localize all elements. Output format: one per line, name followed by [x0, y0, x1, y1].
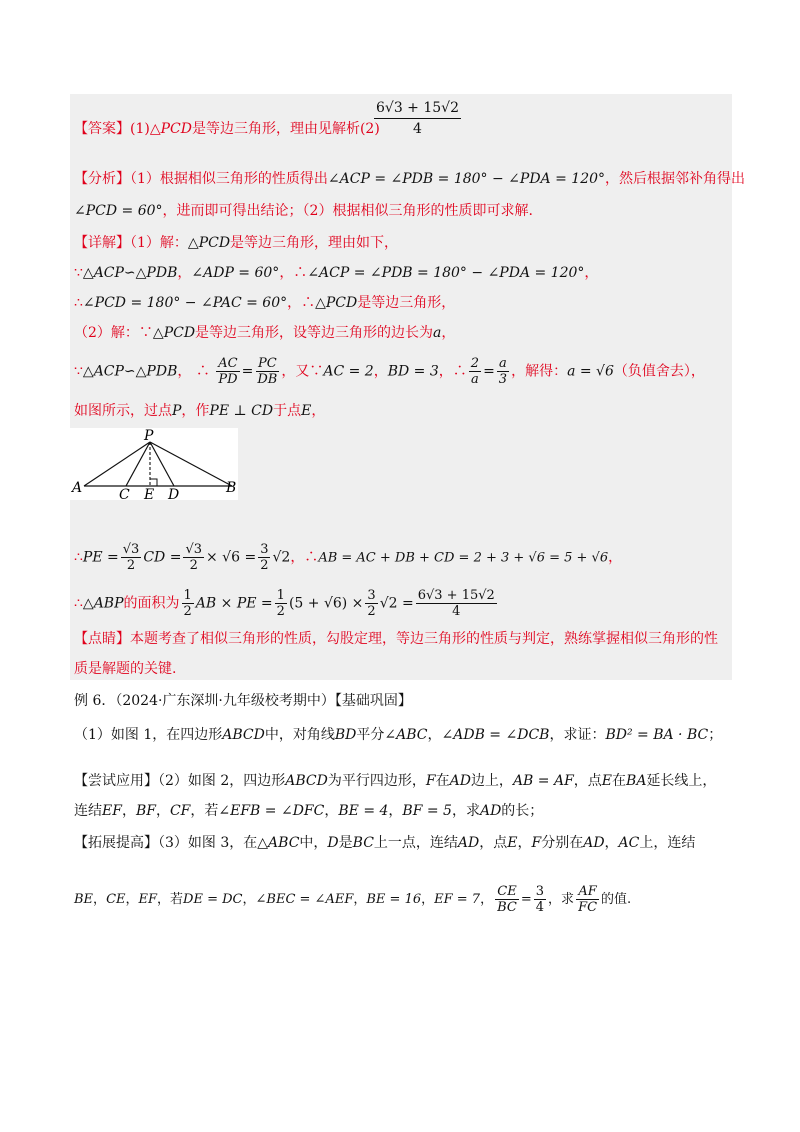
because-symbol: ∵ — [74, 265, 83, 281]
fraction-den: DB — [257, 372, 278, 387]
fraction-num: 3 — [367, 588, 376, 603]
fraction-num: 3 — [260, 542, 269, 557]
math-var: E — [301, 403, 312, 419]
example-title: 例 6．（2024·广东深圳·九年级校考期中）【基础巩固】 — [74, 693, 412, 709]
label-D: D — [168, 487, 180, 500]
punct: ， — [388, 803, 403, 819]
fraction — [469, 356, 481, 387]
punct: ， — [427, 727, 442, 743]
question-text: ，若 — [190, 803, 219, 819]
detail-text: （2）解：∵ — [74, 325, 153, 341]
detail-line-8 — [74, 588, 499, 619]
math-var: a — [433, 325, 442, 341]
fraction-num: 3 — [535, 884, 545, 899]
detail-text: 的面积为 — [123, 595, 180, 612]
analysis-equation-1: ∠ACP = ∠PDB = 180° − ∠PDA = 120° — [327, 171, 606, 187]
question-text: 是 — [338, 835, 353, 851]
question-text: 平分 — [356, 727, 385, 743]
comment-tag: 【点睛】 — [74, 631, 130, 647]
punct: ， — [311, 403, 326, 419]
question-text: ，点 — [479, 835, 508, 851]
fraction-num: 1 — [276, 588, 285, 603]
question-text: ，点 — [573, 773, 602, 789]
answer-triangle: △PCD — [149, 121, 192, 137]
comment-line-2 — [74, 660, 176, 678]
punct: ， — [373, 363, 388, 380]
punct: ， — [155, 803, 170, 819]
question-text: 上一点，连结 — [373, 835, 458, 851]
analysis-line-1 — [74, 170, 745, 188]
fraction — [416, 588, 497, 619]
equals: = — [520, 892, 532, 907]
question-text: 中，对角线 — [264, 727, 335, 743]
equals: = — [241, 363, 254, 380]
analysis-tag: 【分析】 — [74, 171, 130, 187]
fraction-num: PC — [258, 356, 277, 371]
fraction-num: CE — [497, 884, 517, 899]
fraction-num: a — [499, 356, 507, 371]
math-var: BA — [626, 773, 647, 789]
fraction — [216, 356, 239, 387]
punct: ， — [177, 265, 192, 281]
question-text: 分别在 — [541, 835, 584, 851]
answer-line — [74, 120, 380, 138]
punct: ， — [125, 892, 139, 907]
answer-fraction-denominator: 4 — [413, 121, 422, 137]
question-text: 为平行四边形， — [327, 773, 426, 789]
label-B: B — [226, 480, 237, 496]
comment-line-1 — [74, 630, 718, 648]
math-eq: BF = 5 — [402, 803, 452, 819]
punct: ， — [517, 835, 532, 851]
math-triangle: △PCD — [152, 325, 196, 341]
punct: ， — [608, 549, 623, 566]
detail-text: 如图所示，过点 — [74, 403, 172, 419]
math-angle-eq: ∠PCD = 180° − ∠PAC = 60° — [82, 295, 288, 311]
question-text: 上，连结 — [639, 835, 696, 851]
math-triangle: △ABP — [82, 595, 124, 612]
detail-text: ，作 — [181, 403, 210, 419]
question-text: 在 — [435, 773, 450, 789]
question-text: ，求 — [548, 892, 575, 907]
question-2-cont — [74, 802, 543, 820]
question-3-cont — [74, 884, 631, 915]
detail-text: ，又∵ — [281, 363, 324, 380]
punct: ， — [480, 892, 494, 907]
question-text: 中， — [299, 835, 328, 851]
label-P: P — [144, 428, 154, 444]
detail-text: 是等边三角形，设等边三角形的边长为 — [195, 325, 434, 341]
analysis-equation-2: ∠PCD = 60° — [74, 203, 163, 219]
question-1 — [74, 726, 722, 744]
fraction — [255, 356, 279, 387]
math-var: AD — [583, 835, 605, 851]
fraction-den: FC — [578, 900, 598, 915]
detail-line-5 — [74, 356, 705, 387]
triangle-figure — [70, 428, 238, 500]
math-var: BC — [352, 835, 374, 851]
because-symbol: ∵ — [74, 363, 83, 380]
math-var: D — [327, 835, 339, 851]
math-eq: EF = 7 — [434, 892, 481, 907]
detail-line-1 — [74, 234, 398, 252]
fraction-den: 2 — [276, 604, 285, 619]
therefore-symbol: ， ∴ — [177, 363, 210, 380]
detail-line-2 — [74, 264, 598, 282]
detail-line-6 — [74, 402, 325, 420]
punct: ， — [584, 265, 599, 281]
math-angle-eq: ∠ACP = ∠PDB = 180° − ∠PDA = 120° — [307, 265, 585, 281]
math-angle: ∠ABC — [384, 727, 428, 743]
fraction — [121, 542, 142, 573]
math-triangle: △PCD — [187, 235, 231, 251]
math-angle-eq: ∠ADB = ∠DCB — [441, 727, 550, 743]
fraction-num: √3 — [185, 542, 202, 557]
therefore-symbol: ，∴ — [279, 265, 308, 281]
fraction-den: 4 — [535, 900, 545, 915]
question-text: 延长线上， — [646, 773, 717, 789]
answer-fraction — [374, 98, 461, 139]
math-var: ABCD — [222, 727, 265, 743]
fraction-den: 2 — [189, 558, 198, 573]
math-var: BE — [74, 892, 94, 907]
analysis-text-3: ，进而即可得出结论；（2）根据相似三角形的性质即可求解. — [162, 203, 533, 219]
punct: ， — [93, 892, 107, 907]
fraction-den: 4 — [452, 604, 461, 619]
math-eq: BD² = BA · BC — [605, 727, 709, 743]
math-expr: × √6 = — [206, 549, 257, 566]
math-expr: (5 + √6) × — [288, 595, 364, 612]
fraction — [275, 588, 287, 619]
math-angle: ∠ADP = 60° — [191, 265, 280, 281]
math-var: AD — [479, 803, 502, 819]
fraction — [365, 588, 377, 619]
detail-text: （1）解： — [130, 235, 188, 251]
punct: ； — [708, 727, 723, 743]
math-expr: √2 = — [379, 595, 414, 612]
fraction-den: 2 — [367, 604, 376, 619]
math-var: CF — [169, 803, 191, 819]
therefore-symbol: ，∴ — [287, 295, 316, 311]
fraction-num: AF — [578, 884, 597, 899]
fraction — [497, 356, 509, 387]
punct: ， — [441, 325, 456, 341]
fraction — [534, 884, 546, 915]
math-perp: PE ⊥ CD — [209, 403, 274, 419]
equals: = — [483, 363, 495, 380]
fraction — [182, 588, 194, 619]
fraction-den: 3 — [498, 372, 508, 387]
math-var: E — [507, 835, 518, 851]
fraction — [576, 884, 599, 915]
math-var: BF — [135, 803, 156, 819]
label-E: E — [144, 487, 155, 500]
math-similar: △ACP∽△PDB — [82, 265, 178, 281]
therefore-symbol: ，∴ — [438, 363, 467, 380]
math-expr: √2 — [272, 549, 291, 566]
label-C: C — [119, 487, 130, 500]
punct: ， — [604, 835, 619, 851]
punct: ， — [324, 803, 339, 819]
detail-text: （负值舍去）， — [613, 363, 705, 380]
question-text: （1）如图 1，在四边形 — [74, 727, 223, 743]
math-eq: BE = 16 — [366, 892, 422, 907]
therefore-symbol: ∴ — [74, 549, 83, 566]
math-var: P — [172, 403, 182, 419]
fraction-num: AC — [218, 356, 238, 371]
fraction-den: PD — [218, 372, 238, 387]
detail-line-7 — [74, 542, 622, 573]
math-eq: BE = 4 — [338, 803, 389, 819]
example-heading — [74, 692, 412, 710]
analysis-text-1: （1）根据相似三角形的性质得出 — [130, 171, 328, 187]
math-expr: PE = — [82, 549, 119, 566]
math-expr: AB × PE = — [195, 595, 273, 612]
question-text: 连结 — [74, 803, 102, 819]
fraction-den: 2 — [183, 604, 192, 619]
question-2 — [74, 772, 716, 790]
math-eq: AC = 2 — [323, 363, 374, 380]
math-expr: CD = — [143, 549, 182, 566]
punct: ， — [421, 892, 435, 907]
detail-text: 是等边三角形，理由如下， — [230, 235, 399, 251]
math-similar: △ACP∽△PDB — [82, 363, 178, 380]
answer-tag: 【答案】 — [74, 121, 130, 137]
math-var: CE — [106, 892, 126, 907]
question-text: 【尝试应用】（2）如图 2，四边形 — [74, 773, 286, 789]
math-var: E — [601, 773, 613, 789]
fraction — [495, 884, 519, 915]
math-var: AD — [449, 773, 471, 789]
math-eq: a = √6 — [567, 363, 614, 380]
math-var: BD — [334, 727, 357, 743]
fraction-num: 2 — [470, 356, 480, 371]
math-angle-eq: ∠BEC = ∠AEF — [255, 892, 354, 907]
math-triangle: △ABC — [257, 835, 300, 851]
detail-tag: 【详解】 — [74, 235, 130, 251]
detail-text: 是等边三角形， — [357, 295, 456, 311]
label-A: A — [72, 480, 83, 496]
question-text: ，求 — [451, 803, 480, 819]
analysis-text-2: ，然后根据邻补角得出 — [605, 171, 746, 187]
detail-line-4 — [74, 324, 455, 342]
math-eq: BD = 3 — [387, 363, 439, 380]
math-var: EF — [102, 803, 122, 819]
punct: ， — [121, 803, 136, 819]
math-var: AC — [618, 835, 640, 851]
answer-text: 是等边三角形，理由见解析(2) — [191, 121, 380, 137]
math-var: ABCD — [285, 773, 328, 789]
math-angle-eq: ∠EFB = ∠DFC — [218, 803, 325, 819]
question-text: 的值. — [601, 892, 632, 907]
math-var: EF — [138, 892, 158, 907]
answer-part1: (1) — [130, 121, 150, 137]
answer-fraction-numerator: 6√3 + 15√2 — [374, 98, 461, 119]
fraction-num: 6√3 + 15√2 — [417, 588, 495, 603]
math-eq: DE = DC — [183, 892, 243, 907]
therefore-symbol: ，∴ — [290, 549, 319, 566]
math-triangle: △PCD — [315, 295, 358, 311]
question-text: ，求证： — [549, 727, 606, 743]
math-expr: AB = AC + DB + CD = 2 + 3 + √6 = 5 + √6 — [318, 550, 609, 566]
fraction-den: a — [471, 372, 479, 387]
math-eq: AB = AF — [512, 773, 574, 789]
analysis-line-2 — [74, 202, 533, 220]
comment-text-1: 本题考查了相似三角形的性质，勾股定理，等边三角形的性质与判定，熟练掌握相似三角形的性 — [130, 631, 718, 647]
fraction-den: 2 — [260, 558, 269, 573]
math-var: F — [425, 773, 436, 789]
detail-text: 于点 — [273, 403, 302, 419]
detail-text: ，解得： — [511, 363, 568, 380]
therefore-symbol: ∴ — [74, 595, 83, 612]
question-text: 【拓展提高】（3）如图 3，在 — [74, 835, 258, 851]
punct: ， — [242, 892, 256, 907]
fraction-den: BC — [497, 900, 517, 915]
fraction — [258, 542, 270, 573]
math-var: AD — [457, 835, 480, 851]
fraction — [183, 542, 204, 573]
fraction-num: 1 — [183, 588, 192, 603]
question-text: 边上， — [470, 773, 513, 789]
question-3 — [74, 834, 695, 852]
fraction-num: √3 — [122, 542, 140, 557]
question-text: ，若 — [157, 892, 184, 907]
comment-text-2: 质是解题的关键. — [74, 661, 177, 677]
therefore-symbol: ∴ — [74, 295, 83, 311]
question-text: 在 — [612, 773, 627, 789]
punct: ， — [353, 892, 367, 907]
question-text: 的长； — [501, 803, 544, 819]
fraction-den: 2 — [126, 558, 136, 573]
math-var: F — [531, 835, 542, 851]
detail-line-3 — [74, 294, 455, 312]
